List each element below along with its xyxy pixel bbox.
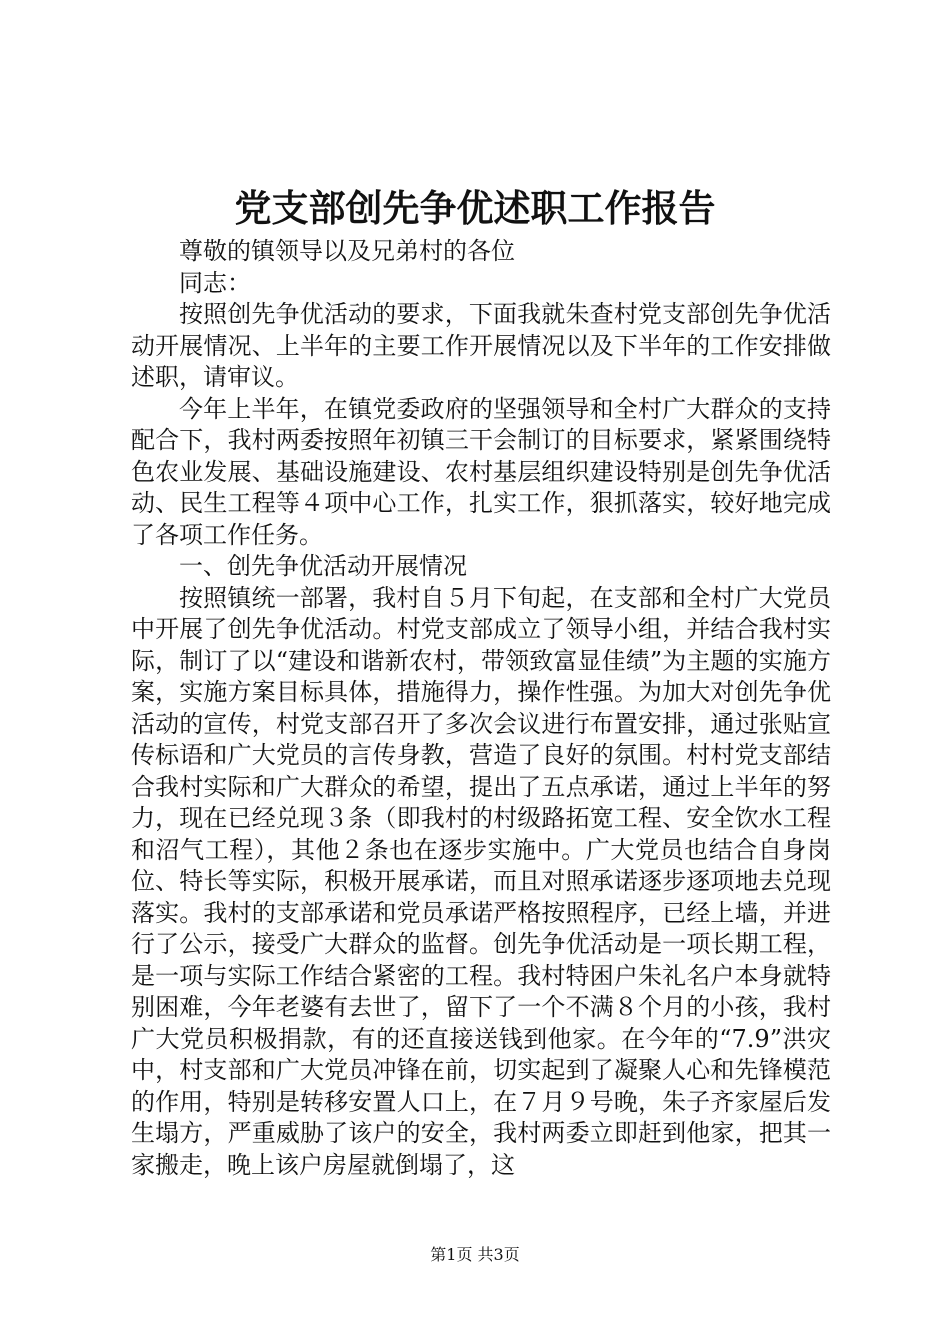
salutation-line-1: 尊敬的镇领导以及兄弟村的各位	[179, 237, 515, 265]
section-paragraph: 按照镇统一部署，我村自５月下旬起，在支部和全村广大党员中开展了创先争优活动。村党支部成立了领导小组，并结合我村实际，制订了以“建设和谐新农村，带领致富显佳绩”为主题的实施方案，实施方案目标具体，措施得力，操作性强。为加大对创先争优活动的宣传，村党支部召开了多次会议进行布置安排，通过张贴宣传标语和广大党员的言传身教，营造了良好的氛围。村村党支部结合我村实际和广大群众的希望，提出了五点承诺，通过上半年的努力，现在已经兑现３条（即我村的村级路拓宽工程、安全饮水工程和沼气工程），其他２条也在逐步实施中。广大党员也结合自身岗位、特长等实际，积极开展承诺，而且对照承诺逐步逐项地去兑现落实。我村的支部承诺和党员承诺严格按照程序，已经上墙，并进行了公示，接受广大群众的监督。创先争优活动是一项长期工程，是一项与实际工作结合紧密的工程。我村特困户朱礼名户本身就特别困难，今年老婆有去世了，留下了一个不满８个月的小孩，我村广大党员积极捐款，有的还直接送钱到他家。在今年的“7.9”洪灾中，村支部和广大党员冲锋在前，切实起到了凝聚人心和先锋模范的作用，特别是转移安置人口上，在７月９号晚，朱子齐家屋后发生塌方，严重威胁了该户的安全，我村两委立即赶到他家，把其一家搬走，晚上该户房屋就倒塌了，这	[131, 583, 831, 1179]
section-heading: 一、创先争优活动开展情况	[179, 552, 467, 580]
paragraph-summary: 今年上半年，在镇党委政府的坚强领导和全村广大群众的支持配合下，我村两委按照年初镇三干会制订的目标要求，紧紧围绕特色农业发展、基础设施建设、农村基层组织建设特别是创先争优活动、民生工程等４项中心工作，扎实工作，狠抓落实，较好地完成了各项工作任务。	[131, 394, 831, 549]
document-body	[131, 236, 831, 1181]
salutation-line-2: 同志：	[179, 268, 251, 297]
document-title: 党支部创先争优述职工作报告	[234, 186, 716, 230]
paragraph-intro: 按照创先争优活动的要求，下面我就朱查村党支部创先争优活动开展情况、上半年的主要工作开展情况以及下半年的工作安排做述职，请审议。	[131, 300, 831, 391]
page-footer: 第1页 共3页	[430, 1245, 520, 1264]
